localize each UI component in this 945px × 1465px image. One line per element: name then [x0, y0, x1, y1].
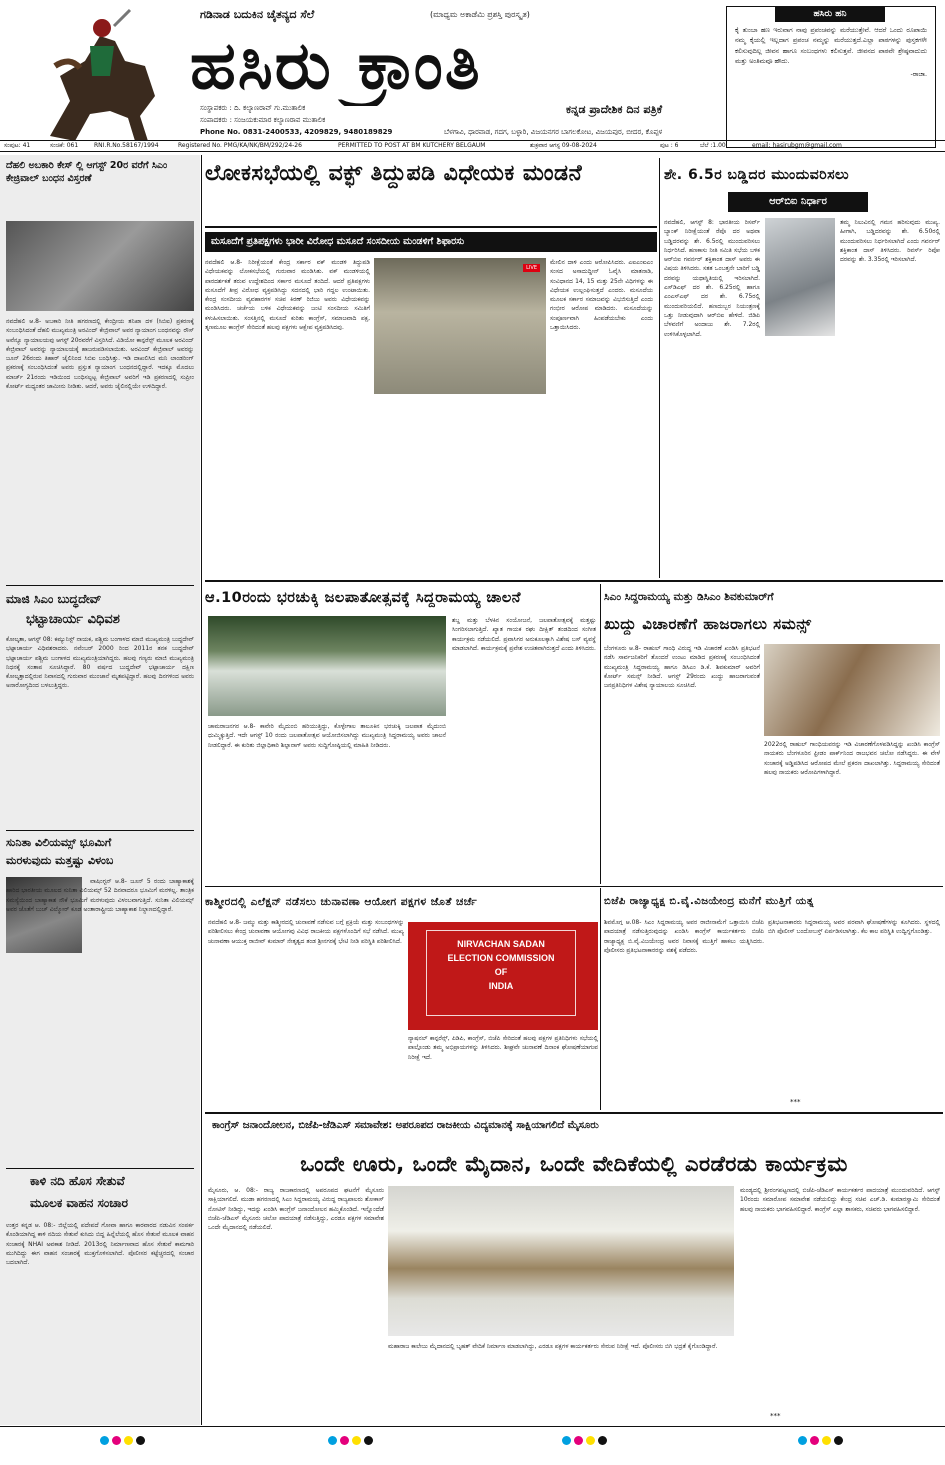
quote-box — [726, 6, 936, 148]
volume: ಸಂಪುಟ: 41 — [4, 142, 31, 149]
jog-body-2: ಶಬ್ದ ಮತ್ತು ಬೆಳಕಿನ ಸಂಯೋಜನೆ, ಜಲಪಾತೋತ್ಸವಕ್ಕೆ ಮತ್ತಷ್ಟು ಸಿಂಗರಿಸಲಾಗುತ್ತಿದೆ. ಖ್ಯಾತ ಗಾಯಕ ರಘು ದೀಕ್ಷಿತ್ ತಂಡದಿಂದ ಸಂಗೀತ ಕಾರ್ಯಕ್ರಮ ನಡೆಯಲಿದೆ. ಪ್ರವಾಸಿಗರ ಅನುಕೂಲಕ್ಕಾಗಿ ವಿಶೇಷ ಬಸ್ ವ್ಯವಸ್ಥೆ ಮಾಡಲಾಗಿದೆ. ಕಾರ್ಯಕ್ರಮಕ್ಕೆ ಪ್ರವೇಶ ಉಚಿತವಾಗಿರುತ್ತದೆ ಎಂದು ತಿಳಿಸಿದರು. — [452, 617, 596, 652]
siddu-headline-1: ಸಿಎಂ ಸಿದ್ದರಾಮಯ್ಯ ಮತ್ತು ಡಿಸಿಎಂ ಶಿವಕುಮಾರ್‌ಗೆ — [604, 591, 774, 603]
info-bar — [0, 140, 945, 152]
mysuru-body-3: ಮಂಡ್ಯದಲ್ಲಿ ಶ್ರೀರಂಗಪಟ್ಟಣದಲ್ಲಿ ಬಿಜೆಪಿ-ಜೆಡಿಎಸ್ ಕಾರ್ಯಕರ್ತರ ಪಾದಯಾತ್ರೆ ಮುಂದುವರಿದಿದೆ. ಆಗಸ್ಟ್ 10ರಂದು ಸಮಾರೋಪ ಸಮಾವೇಶ ನಡೆಯಲಿದ್ದು ಕೇಂದ್ರ ಸಚಿವ ಎಚ್.ಡಿ. ಕುಮಾರಸ್ವಾಮಿ ಸೇರಿದಂತೆ ಹಲವು ನಾಯಕರು ಭಾಗವಹಿಸಲಿದ್ದಾರೆ. ಕಾಂಗ್ರೆಸ್ ಎಲ್ಲಾ ಶಾಸಕರು, ಸಚಿವರು ಭಾಗವಹಿಸಲಿದ್ದಾರೆ. — [740, 1187, 940, 1213]
quote-author: -ರಾಜಾ. — [910, 70, 927, 78]
ec-sign-text-1: NIRVACHAN SADAN ELECTION COMMISSION OF INDIA — [426, 930, 576, 1016]
mysuru-body-1: ಮೈಸೂರು, ಆ. 08:- ರಾಜ್ಯ ರಾಜಕಾರಣದಲ್ಲಿ ಅಪರೂಪದ ಘಟನೆಗೆ ಮೈಸೂರು ಸಾಕ್ಷಿಯಾಗಲಿದೆ. ಮುಡಾ ಹಗರಣದಲ್ಲಿ ಸಿಎಂ ಸಿದ್ದರಾಮಯ್ಯ ವಿರುದ್ಧ ರಾಜ್ಯಪಾಲರು ಶೋಕಾಸ್ ನೋಟಿಸ್ ನೀಡಿದ್ದು, ಇದನ್ನು ಖಂಡಿಸಿ ಕಾಂಗ್ರೆಸ್ ಜನಾಂದೋಲನ ಹಮ್ಮಿಕೊಂಡಿದೆ. ಇನ್ನೊಂದೆಡೆ ಬಿಜೆಪಿ-ಜೆಡಿಎಸ್ ಮೈಸೂರು ಚಲೋ ಪಾದಯಾತ್ರೆ ನಡೆಸುತ್ತಿದ್ದು, ಎರಡೂ ಪಕ್ಷಗಳ ಸಮಾವೇಶ ಒಂದೇ ಮೈದಾನದಲ್ಲಿ ನಡೆಯಲಿದೆ. — [208, 1187, 384, 1232]
siddu-headline-2: ಖುದ್ದು ವಿಚಾರಣೆಗೆ ಹಾಜರಾಗಲು ಸಮನ್ಸ್ — [604, 615, 812, 633]
rbi-body: ನವದೆಹಲಿ, ಆಗಸ್ಟ್ 8: ಭಾರತೀಯ ರಿಸರ್ವ್ ಬ್ಯಾಂಕ್ ನಿರೀಕ್ಷೆಯಂತೆ ರೆಪೊ ದರ ಅಥವಾ ಬಡ್ಡಿದರವನ್ನು ಶೇ. 6.5ರಲ್ಲಿ ಮುಂದುವರಿಸಲು ನಿರ್ಧರಿಸಿದೆ. ಹಣಕಾಸು ನೀತಿ ಸಮಿತಿ ಸಭೆಯ ಬಳಿಕ ಆರ್‌ಬಿಐ ಗವರ್ನರ್ ಶಕ್ತಿಕಾಂತ ದಾಸ್ ಅವರು ಈ ವಿಷಯ ತಿಳಿಸಿದರು. ಸತತ ಒಂಬತ್ತನೇ ಬಾರಿಗೆ ಬಡ್ಡಿ ದರವನ್ನು ಯಥಾಸ್ಥಿತಿಯಲ್ಲಿ ಇರಿಸಲಾಗಿದೆ. ಎಸ್‌ಡಿಎಫ್ ದರ ಶೇ. 6.25ರಲ್ಲಿ ಹಾಗೂ ಎಂಎಸ್‌ಎಫ್ ದರ ಶೇ. 6.75ರಲ್ಲಿ ಮುಂದುವರಿಯಲಿದೆ. ಹಣದುಬ್ಬರ ನಿಯಂತ್ರಣಕ್ಕೆ ಒತ್ತು ನೀಡುವುದಾಗಿ ಆರ್‌ಬಿಐ ಹೇಳಿದೆ. ಜಿಡಿಪಿ ಬೆಳವಣಿಗೆ ಅಂದಾಜು ಶೇ. 7.2ರಲ್ಲಿ ಉಳಿಸಿಕೊಳ್ಳಲಾಗಿದೆ. — [664, 219, 760, 338]
story-kejriwal-body: ನವದೆಹಲಿ ಆ.8- ಅಬಕಾರಿ ನೀತಿ ಹಗರಣದಲ್ಲಿ ಕೇಂದ್ರೀಯ ತನಿಖಾ ದಳ (ಸಿಬಿಐ) ಪ್ರಕರಣಕ್ಕೆ ಸಂಬಂಧಿಸಿದಂತೆ ದೆಹಲಿ ಮುಖ್ಯಮಂತ್ರಿ ಅರವಿಂದ್ ಕೇಜ್ರಿವಾಲ್ ಅವರ ನ್ಯಾಯಾಂಗ ಬಂಧನವನ್ನು ರೌಸ್ ಅವೆನ್ಯೂ ನ್ಯಾಯಾಲಯವು ಆಗಸ್ಟ್ 20ರವರೆಗೆ ವಿಸ್ತರಿಸಿದೆ. ವಿಡಿಯೋ ಕಾನ್ಫರೆನ್ಸ್ ಮೂಲಕ ಅರವಿಂದ್ ಕೇಜ್ರಿವಾಲ್ ಅವರನ್ನು ನ್ಯಾಯಾಲಯಕ್ಕೆ ಹಾಜರುಪಡಿಸಲಾಯಿತು. ಅರವಿಂದ್ ಕೇಜ್ರಿವಾಲ್ ಅವರನ್ನು ಜೂನ್ 26ರಂದು ತಿಹಾರ್ ಜೈಲಿನಿಂದ ಸಿಬಿಐ ಬಂಧಿಸಿತ್ತು. ಇಡಿ ದಾಖಲಿಸಿದ ಮನಿ ಲಾಂಡರಿಂಗ್ ಪ್ರಕರಣಕ್ಕೆ ಸಂಬಂಧಿಸಿದಂತೆ ಅವರು ಪ್ರಸ್ತುತ ನ್ಯಾಯಾಂಗ ಬಂಧನದಲ್ಲಿದ್ದಾರೆ. ಇದಕ್ಕೂ ಮೊದಲು ಮಾರ್ಚ್ 21ರಂದು ಇಡಿಯಿಂದ ಬಂಧಿಸಲ್ಪಟ್ಟ ಕೇಜ್ರಿವಾಲ್ ಅವರಿಗೆ ಇಡಿ ಪ್ರಕರಣದಲ್ಲಿ ಸುಪ್ರೀಂ ಕೋರ್ಟ್ ಮಧ್ಯಂತರ ಜಾಮೀನು ನೀಡಿತು. ಆದರೆ, ಅವರು ಜೈಲಿನಲ್ಲಿಯೇ ಉಳಿದಿದ್ದಾರೆ. — [6, 318, 194, 391]
quote-box-title: ಹಸಿರು ಹನಿ — [775, 6, 885, 22]
bjp-headline: ಬಿಜೆಪಿ ರಾಜ್ಯಾಧ್ಯಕ್ಷ ಬಿ.ವೈ.ವಿಜಯೇಂದ್ರ ಮನೆಗೆ ಮುತ್ತಿಗೆ ಯತ್ನ — [604, 896, 814, 907]
story-sunita-headline-2: ಮರಳುವುದು ಮತ್ತಷ್ಟು ವಿಳಂಬ — [6, 854, 114, 867]
story-kali-headline-2: ಮೂಲಕ ವಾಹನ ಸಂಚಾರ — [30, 1196, 128, 1210]
pages: ಪುಟ : 6 — [660, 142, 679, 149]
bjp-body: ಶಿವಮೊಗ್ಗ ಆ.08- ಸಿಎಂ ಸಿದ್ದರಾಮಯ್ಯ ಅವರ ರಾಜೀನಾಮೆಗೆ ಒತ್ತಾಯಿಸಿ ಬಿಜೆಪಿ ಪಾದಯಾತ್ರೆ ನಡೆಸುತ್ತಿರುವುದನ್ನು ಖಂಡಿಸಿ ಕಾಂಗ್ರೆಸ್ ಕಾರ್ಯಕರ್ತರು ಬಿಜೆಪಿ ರಾಜ್ಯಾಧ್ಯಕ್ಷ ಬಿ.ವೈ.ವಿಜಯೇಂದ್ರ ಅವರ ನಿವಾಸಕ್ಕೆ ಮುತ್ತಿಗೆ ಹಾಕಲು ಯತ್ನಿಸಿದರು. ಪೊಲೀಸರು ಪ್ರತಿಭಟನಾಕಾರರನ್ನು ವಶಕ್ಕೆ ಪಡೆದರು. — [604, 919, 764, 954]
kashmir-body-2: ನ್ಯಾಷನಲ್ ಕಾನ್ಫರೆನ್ಸ್, ಪಿಡಿಪಿ, ಕಾಂಗ್ರೆಸ್, ಬಿಜೆಪಿ ಸೇರಿದಂತೆ ಹಲವು ಪಕ್ಷಗಳ ಪ್ರತಿನಿಧಿಗಳು ಸಭೆಯಲ್ಲಿ ಪಾಲ್ಗೊಂಡು ತಮ್ಮ ಅಭಿಪ್ರಾಯಗಳನ್ನು ತಿಳಿಸಿದರು. ಶೀಘ್ರವೇ ಚುನಾವಣೆ ದಿನಾಂಕ ಘೋಷಣೆಯಾಗುವ ನಿರೀಕ್ಷೆ ಇದೆ. — [408, 1035, 598, 1061]
siddu-body-2: 2022ರಲ್ಲಿ ರಾಹುಲ್ ಗಾಂಧಿಯವರನ್ನು ಇಡಿ ವಿಚಾರಣೆಗೊಳಪಡಿಸಿದ್ದನ್ನು ಖಂಡಿಸಿ ಕಾಂಗ್ರೆಸ್ ನಾಯಕರು ಬೆಂಗಳೂರಿನ ಫ್ರೀಡಂ ಪಾರ್ಕ್‌ನಿಂದ ರಾಜಭವನ ಚಲೋ ನಡೆಸಿದ್ದರು. ಈ ವೇಳೆ ಸಂಚಾರಕ್ಕೆ ಅಡ್ಡಿಪಡಿಸಿದ ಆರೋಪದ ಮೇಲೆ ಪ್ರಕರಣ ದಾಖಲಾಗಿತ್ತು. ಸಿದ್ದರಾಮಯ್ಯ ಸೇರಿದಂತೆ ಹಲವು ನಾಯಕರು ಆರೋಪಿಗಳಾಗಿದ್ದಾರೆ. — [764, 741, 940, 776]
masthead — [0, 0, 945, 155]
story-kali-headline-1: ಕಾಳಿ ನದಿ ಹೊಸ ಸೇತುವೆ — [30, 1174, 125, 1188]
jog-headline: ಆ.10ರಂದು ಭರಚುಕ್ಕಿ ಜಲಪಾತೋತ್ಸವಕ್ಕೆ ಸಿದ್ದರಾಮಯ್ಯ ಚಾಲನೆ — [205, 590, 521, 606]
newspaper-title: ಹಸಿರು ಕ್ರಾಂತಿ — [190, 27, 482, 104]
lead-headline: ಲೋಕಸಭೆಯಲ್ಲಿ ವಕ್ಫ್ ತಿದ್ದುಪಡಿ ವಿಧೇಯಕ ಮಂಡನೆ — [205, 161, 583, 186]
email: email: hasirubgm@gmail.com — [752, 142, 842, 149]
phone: Phone No. 0831-2400533, 4209829, 9480189829 — [200, 128, 393, 136]
rbi-headline: ಶೇ. 6.5ರ ಬಡ್ಡಿದರ ಮುಂದುವರಿಸಲು — [664, 167, 850, 183]
siddu-body: ಬೆಂಗಳೂರು ಆ.8- ರಾಹುಲ್ ಗಾಂಧಿ ವಿರುದ್ಧ ಇಡಿ ವಿಚಾರಣೆ ಖಂಡಿಸಿ ಪ್ರತಿಭಟನೆ ನಡೆಸಿ ಸಾರ್ವಜನಿಕರಿಗೆ ತೊಂದರೆ ಉಂಟು ಮಾಡಿದ ಪ್ರಕರಣಕ್ಕೆ ಸಂಬಂಧಿಸಿದಂತೆ ಮುಖ್ಯಮಂತ್ರಿ ಸಿದ್ದರಾಮಯ್ಯ ಹಾಗೂ ಡಿಸಿಎಂ ಡಿ.ಕೆ. ಶಿವಕುಮಾರ್ ಅವರಿಗೆ ಕೋರ್ಟ್ ಸಮನ್ಸ್ ನೀಡಿದೆ. ಆಗಸ್ಟ್ 29ರಂದು ಖುದ್ದು ಹಾಜರಾಗುವಂತೆ ಜನಪ್ರತಿನಿಧಿಗಳ ವಿಶೇಷ ನ್ಯಾಯಾಲಯ ಸೂಚಿಸಿದೆ. — [604, 645, 760, 690]
bjp-end-stars: *** — [790, 1098, 801, 1106]
lok-sabha-photo — [374, 258, 546, 394]
siddaramaiah-photo — [764, 644, 940, 736]
story-sunita-body: ವಾಷಿಂಗ್ಟನ್ ಆ.8- ಜೂನ್ 5 ರಂದು ಬಾಹ್ಯಾಕಾಶಕ್ಕೆ ಹಾರಿದ ಭಾರತೀಯ ಮೂಲದ ಸುನಿತಾ ವಿಲಿಯಮ್ಸ್ 52 ದಿನವಾದರೂ ಭೂಮಿಗೆ ಮರಳಿಲ್ಲ. ತಾಂತ್ರಿಕ ಸಮಸ್ಯೆಯಿಂದ ಬಾಹ್ಯಾಕಾಶ ನೌಕೆ ಭೂಮಿಗೆ ಮರಳುವುದು ವಿಳಂಬವಾಗುತ್ತಿದೆ. ಸುನಿತಾ ವಿಲಿಯಮ್ಸ್ ಅವರ ಜೊತೆಗೆ ಬುಚ್ ವಿಲ್ಮೋರ್ ಕೂಡ ಅಂತಾರಾಷ್ಟ್ರೀಯ ಬಾಹ್ಯಾಕಾಶ ನಿಲ್ದಾಣದಲ್ಲಿದ್ದಾರೆ. — [6, 878, 194, 913]
newspaper-subtitle: ಕನ್ನಡ ಪ್ರಾದೇಶಿಕ ದಿನ ಪತ್ರಿಕೆ — [566, 103, 663, 116]
bjp-body-2: ಪ್ರತಿಭಟನಾಕಾರರು ಸಿದ್ದರಾಮಯ್ಯ ಅವರ ಪರವಾಗಿ ಘೋಷಣೆಗಳನ್ನು ಕೂಗಿದರು. ಸ್ಥಳದಲ್ಲಿ ಬಿಗಿ ಪೊಲೀಸ್ ಬಂದೋಬಸ್ತ್ ಏರ್ಪಡಿಸಲಾಗಿತ್ತು. ಕೆಲ ಕಾಲ ಪರಿಸ್ಥಿತಿ ಉದ್ವಿಗ್ನಗೊಂಡಿತ್ತು. — [768, 919, 940, 936]
shaktikanta-das-photo — [765, 218, 835, 336]
mysuru-headline: ಒಂದೇ ಊರು, ಒಂದೇ ಮೈದಾನ, ಒಂದೇ ವೇದಿಕೆಯಲ್ಲಿ ಎರಡೆರಡು ಕಾರ್ಯಕ್ರಮ — [300, 1152, 848, 1176]
live-badge: LIVE — [523, 264, 540, 272]
registered: Registered No. PMG/KA/NK/BM/292/24-26 — [178, 142, 302, 149]
election-commission-photo — [408, 922, 598, 1030]
mysuru-end-stars: *** — [770, 1412, 781, 1420]
story-kejriwal-headline: ದೆಹಲಿ ಅಬಕಾರಿ ಕೇಸ್ ಲ್ಲಿ ಆಗಸ್ಟ್ 20ರ ವರೆಗೆ ಸಿಎಂ ಕೇಜ್ರಿವಾಲ್ ಬಂಧನ ವಿಸ್ತರಣೆ — [6, 160, 168, 185]
issue: ಸಂಚಿಕೆ: 061 — [50, 142, 79, 149]
editor: ಸಂಪಾದಕರು : ಸಂಜಯಕುಮಾರ ಕಲ್ಯಾಣರಾವ ಮುತಾಲಿಕ — [200, 116, 326, 124]
story-buddhadeb-body: ಕೋಲ್ಕತಾ, ಆಗಸ್ಟ್ 08: ಕಮ್ಯುನಿಸ್ಟ್ ನಾಯಕ, ಪಶ್ಚಿಮ ಬಂಗಾಳದ ಮಾಜಿ ಮುಖ್ಯಮಂತ್ರಿ ಬುದ್ಧದೇವ್ ಭಟ್ಟಾಚಾರ್ಯ ವಿಧಿವಶರಾದರು. ನವೆಂಬರ್ 2000 ರಿಂದ 2011ರ ತನಕ ಬುದ್ಧದೇವ್ ಭಟ್ಟಾಚಾರ್ಯ ಪಶ್ಚಿಮ ಬಂಗಾಳದ ಮುಖ್ಯಮಂತ್ರಿಯಾಗಿದ್ದರು. ಹಲವು ಗಣ್ಯರು ಮಾಜಿ ಮುಖ್ಯಮಂತ್ರಿ ನಿಧನಕ್ಕೆ ಸಂತಾಪ ಸೂಚಿಸಿದ್ದಾರೆ. 80 ವರ್ಷದ ಬುದ್ಧದೇವ್ ಭಟ್ಟಾಚಾರ್ಯ ದಕ್ಷಿಣ ಕೋಲ್ಕತ್ತಾದಲ್ಲಿರುವ ನಿವಾಸದಲ್ಲಿ ಗುರುವಾರ ಮುಂಜಾನೆ ಮೃತಪಟ್ಟಿದ್ದಾರೆ. ಹಲವು ದಿನಗಳಿಂದ ಅವರು ಅನಾರೋಗ್ಯದಿಂದ ಬಳಲುತ್ತಿದ್ದರು. — [6, 636, 194, 690]
tagline: ಗಡಿನಾಡ ಬದುಕಿನ ಚೈತನ್ಯದ ಸೆಲೆ — [200, 8, 315, 21]
mysuru-kicker: ಕಾಂಗ್ರೆಸ್ ಜನಾಂದೋಲನ, ಬಿಜೆಪಿ-ಜೆಡಿಎಸ್ ಸಮಾವೇಶ: ಅಪರೂಪದ ರಾಜಕೀಯ ವಿದ್ಯಮಾನಕ್ಕೆ ಸಾಕ್ಷಿಯಾಗಲಿದೆ ಮೈಸೂರು — [212, 1120, 599, 1131]
rbi-subhead: ಆರ್‌ಬಿಐ ನಿರ್ಧಾರ — [728, 192, 868, 212]
horse-rider-logo — [30, 6, 170, 148]
kejriwal-photo — [6, 221, 194, 311]
lead-body-1: ನವದೆಹಲಿ ಆ.8- ನಿರೀಕ್ಷೆಯಂತೆ ಕೇಂದ್ರ ಸರ್ಕಾರ ವಕ್ ಮಂಡಳಿ ತಿದ್ದುಪಡಿ ವಿಧೇಯಕವನ್ನು ಲೋಕಸಭೆಯಲ್ಲಿ ಗುರುವಾರ ಮಂಡಿಸಿತು. ವಕ್ ಮಂಡಳಿಯಲ್ಲಿ ಪಾರದರ್ಶಕತೆ ತರುವ ಉದ್ದೇಶದಿಂದ ಸರ್ಕಾರ ಮಸೂದೆ ತಂದಿದೆ. ಆದರೆ ಪ್ರತಿಪಕ್ಷಗಳು ಮಸೂದೆಗೆ ತೀವ್ರ ವಿರೋಧ ವ್ಯಕ್ತಪಡಿಸಿದ್ದು ಸದನದಲ್ಲಿ ಭಾರಿ ಗದ್ದಲ ಉಂಟಾಯಿತು. ಕೇಂದ್ರ ಸಂಸದೀಯ ವ್ಯವಹಾರಗಳ ಸಚಿವ ಕಿರಣ್ ರಿಜಿಜು ಅವರು ವಿಧೇಯಕವನ್ನು ಮಂಡಿಸಿದರು. ಚರ್ಚೆಯ ಬಳಿಕ ವಿಧೇಯಕವನ್ನು ಜಂಟಿ ಸಂಸದೀಯ ಸಮಿತಿಗೆ ಕಳುಹಿಸಲಾಯಿತು. ಸಂಸತ್ತಿನಲ್ಲಿ ಮಸೂದೆ ಕುರಿತು ಕಾಂಗ್ರೆಸ್, ಸಮಾಜವಾದಿ ಪಕ್ಷ, ತೃಣಮೂಲ ಕಾಂಗ್ರೆಸ್ ಸೇರಿದಂತೆ ಹಲವು ಪಕ್ಷಗಳು ಆಕ್ಷೇಪ ವ್ಯಕ್ತಪಡಿಸಿದವು. — [205, 259, 370, 332]
lead-subhead: ಮಸೂದೆಗೆ ಪ್ರತಿಪಕ್ಷಗಳು ಭಾರೀ ವಿರೋಧ ಮಸೂದೆ ಸಂಸದೀಯ ಮಂಡಳಿಗೆ ಶಿಫಾರಸು — [205, 232, 657, 252]
story-buddhadeb-headline-2: ಭಟ್ಟಾಚಾರ್ಯ ವಿಧಿವಶ — [26, 612, 120, 627]
districts: ಬೆಳಗಾವಿ, ಧಾರವಾಡ, ಗದಗ, ಬಳ್ಳಾರಿ, ವಿಜಯನಗರ ಬಾಗಲಕೋಟ, ವಿಜಯಪುರ, ಬೀದರ, ಕೊಪ್ಪಳ — [444, 128, 663, 136]
date: ಶುಕ್ರವಾರ ಆಗಸ್ಟ 09-08-2024 — [530, 142, 597, 149]
left-column — [0, 155, 200, 1425]
rbi-body-2: ತಮ್ಮ ನಿಲುವಿನಲ್ಲಿ ಗಮನ ಹರಿಸುವುದು ಮುಖ್ಯ. ಹೀಗಾಗಿ, ಬಡ್ಡಿದರವನ್ನು ಶೇ. 6.50ರಲ್ಲಿ ಮುಂದುವರಿಸಲು ನಿರ್ಧರಿಸಲಾಗಿದೆ ಎಂದು ಗವರ್ನರ್ ಶಕ್ತಿಕಾಂತ ದಾಸ್ ತಿಳಿಸಿದರು. ರಿವರ್ಸ್ ರಿಪೋ ದರವನ್ನು ಶೇ. 3.35ರಲ್ಲಿ ಇರಿಸಲಾಗಿದೆ. — [840, 219, 940, 264]
permit: PERMITTED TO POST AT BM KUTCHERY BELGAUM — [338, 142, 486, 149]
kashmir-body: ನವದೆಹಲಿ ಆ.8- ಜಮ್ಮು ಮತ್ತು ಕಾಶ್ಮೀರದಲ್ಲಿ ಚುನಾವಣೆ ನಡೆಸುವ ಬಗ್ಗೆ ಪ್ರಕ್ರಿಯೆ ಮತ್ತು ಸಂಬಂಧಗಳನ್ನು ಪರಿಶೀಲಿಸಲು ಕೇಂದ್ರ ಚುನಾವಣಾ ಆಯೋಗವು ವಿವಿಧ ರಾಜಕೀಯ ಪಕ್ಷಗಳೊಂದಿಗೆ ಸಭೆ ನಡೆಸಿದೆ. ಮುಖ್ಯ ಚುನಾವಣಾ ಆಯುಕ್ತ ರಾಜೀವ್ ಕುಮಾರ್ ನೇತೃತ್ವದ ತಂಡ ಶ್ರೀನಗರಕ್ಕೆ ಭೇಟಿ ನೀಡಿ ಪರಿಸ್ಥಿತಿ ಪರಿಶೀಲಿಸಿದೆ. — [208, 919, 404, 945]
price: ಬೆಲೆ :1.00 — [700, 142, 726, 149]
kashmir-headline: ಕಾಶ್ಮೀರದಲ್ಲಿ ಎಲೆಕ್ಷನ್ ನಡೆಸಲು ಚುನಾವಣಾ ಆಯೋಗ ಪಕ್ಷಗಳ ಜೊತೆ ಚರ್ಚೆ — [205, 896, 478, 908]
mysuru-body-2: ಮಹಾರಾಜ ಕಾಲೇಜು ಮೈದಾನದಲ್ಲಿ ಬೃಹತ್ ವೇದಿಕೆ ನಿರ್ಮಾಣ ಮಾಡಲಾಗಿದ್ದು, ಎರಡೂ ಪಕ್ಷಗಳ ಕಾರ್ಯಕರ್ತರು ಸೇರುವ ನಿರೀಕ್ಷೆ ಇದೆ. ಪೊಲೀಸರು ಬಿಗಿ ಭದ್ರತೆ ಕೈಗೊಂಡಿದ್ದಾರೆ. — [388, 1343, 718, 1350]
award-note: (ಮಾಧ್ಯಮ ಅಕಾಡೆಮಿ ಪ್ರಶಸ್ತಿ ಪುರಸ್ಕೃತ) — [430, 10, 530, 19]
founder: ಸಂಸ್ಥಾಪಕರು : ದಿ. ಕಲ್ಯಾಣರಾವ್ ಗು.ಮುತಾಲಿಕ — [200, 104, 306, 112]
rni: RNI.R.No.58167/1994 — [94, 142, 159, 149]
quote-text: ಕೈ ತುಂಬಾ ಹಣ ಇರುವಾಗ ನಾವು ಪ್ರಪಂಚವನ್ನು ಮರೆಯುತ್ತೇವೆ. ಆದರೆ ಒಂದು ರೂಪಾಯಿ ನಮ್ಮ ಕೈಯಲ್ಲಿ ಇಲ್ಲದಾಗ ಪ್ರಪಂಚ ನಮ್ಮನ್ನು ಮರೆಯುತ್ತದೆ.ಎಲ್ಲಾ ಪಾಠಗಳನ್ನು ಪುಸ್ತಕಗಳೇ ಕಲಿಸುವುದಿಲ್ಲ ಜೀವನ ಹಾಗೂ ಸಂಬಂಧಗಳು ಕಲಿಸುತ್ತವೆ. ಜೀವನದ ಪಾಠವೇ ಶ್ರೇಷ್ಠವಾದುದು ಮತ್ತು ಅಂತಿಮವೂ ಹೌದು. — [735, 26, 927, 65]
registration-marks — [0, 1436, 945, 1452]
waterfall-photo — [208, 616, 446, 716]
jog-body-1: ಚಾಮರಾಜನಗರ ಆ.8- ಕಾವೇರಿ ಮೈದುಂಬಿ ಹರಿಯುತ್ತಿದ್ದು, ಕೊಳ್ಳೇಗಾಲ ತಾಲೂಕಿನ ಭರಚುಕ್ಕಿ ಜಲಪಾತ ಮೈದುಂಬಿ ಧುಮ್ಮಿಕ್ಕುತ್ತಿದೆ. ಇದೇ ಆಗಸ್ಟ್ 10 ರಂದು ಜಲಪಾತೋತ್ಸವ ಆಯೋಜಿಸಲಾಗಿದ್ದು ಮುಖ್ಯಮಂತ್ರಿ ಸಿದ್ದರಾಮಯ್ಯ ಅವರು ಚಾಲನೆ ನೀಡಲಿದ್ದಾರೆ. ಈ ಕುರಿತು ಜಿಲ್ಲಾಧಿಕಾರಿ ಶಿಲ್ಪಾನಾಗ್ ಅವರು ಸುದ್ದಿಗೋಷ್ಠಿಯಲ್ಲಿ ಮಾಹಿತಿ ನೀಡಿದರು. — [208, 723, 446, 749]
story-kali-body: ಉತ್ತರ ಕನ್ನಡ ಆ. 08:- ಜಿಲ್ಲೆಯಲ್ಲಿ ಪದೇಪದೆ ಗೋವಾ ಹಾಗೂ ಕಾರವಾರದ ನಡುವಿನ ಸಂಪರ್ಕ ಕೊಂಡಿಯಾಗಿದ್ದ ಕಾಳಿ ನದಿಯ ಸೇತುವೆ ಕುಸಿದು ಬಿದ್ದ ಹಿನ್ನೆಲೆಯಲ್ಲಿ ಹೊಸ ಸೇತುವೆ ಮೂಲಕ ವಾಹನ ಸಂಚಾರಕ್ಕೆ NHAI ಅವಕಾಶ ನೀಡಿದೆ. 2013ರಲ್ಲಿ ನಿರ್ಮಾಣವಾದ ಹೊಸ ಸೇತುವೆ ಕಾಮಗಾರಿ ಮುಗಿದಿದ್ದು ಈಗ ವಾಹನ ಸಂಚಾರಕ್ಕೆ ಮುಕ್ತಗೊಳಿಸಲಾಗಿದೆ. ಪೊಲೀಸರ ಕಟ್ಟೆಚ್ಚರದಲ್ಲಿ ಸಂಚಾರ ಬದಲಾಗಿದೆ. — [6, 1222, 194, 1267]
mysuru-stage-photo — [388, 1186, 734, 1336]
story-buddhadeb-headline-1: ಮಾಜಿ ಸಿಎಂ ಬುದ್ಧದೇವ್ — [6, 592, 102, 606]
story-sunita-headline-1: ಸುನಿತಾ ವಿಲಿಯಮ್ಸ್ ಭೂಮಿಗೆ — [6, 836, 112, 849]
lead-body-2: ಮೇಲಿನ ದಾಳಿ ಎಂದು ಆರೋಪಿಸಿದರು. ಎಐಎಂಐಎಂ ಸಂಸದ ಅಸಾದುದ್ದೀನ್ ಓವೈಸಿ ಮಾತನಾಡಿ, ಸಂವಿಧಾನದ 14, 15 ಮತ್ತು 25ನೇ ವಿಧಿಗಳನ್ನು ಈ ವಿಧೇಯಕ ಉಲ್ಲಂಘಿಸುತ್ತದೆ ಎಂದರು. ಮಸೂದೆಯ ಮೂಲಕ ಸರ್ಕಾರ ಸಮಾಜವನ್ನು ವಿಭಜಿಸುತ್ತಿದೆ ಎಂದು ಗಂಭೀರ ಆರೋಪ ಮಾಡಿದರು. ಮಸೂದೆಯನ್ನು ಸಂಪೂರ್ಣವಾಗಿ ಹಿಂಪಡೆಯಬೇಕು ಎಂದು ಒತ್ತಾಯಿಸಿದರು. — [550, 259, 653, 332]
